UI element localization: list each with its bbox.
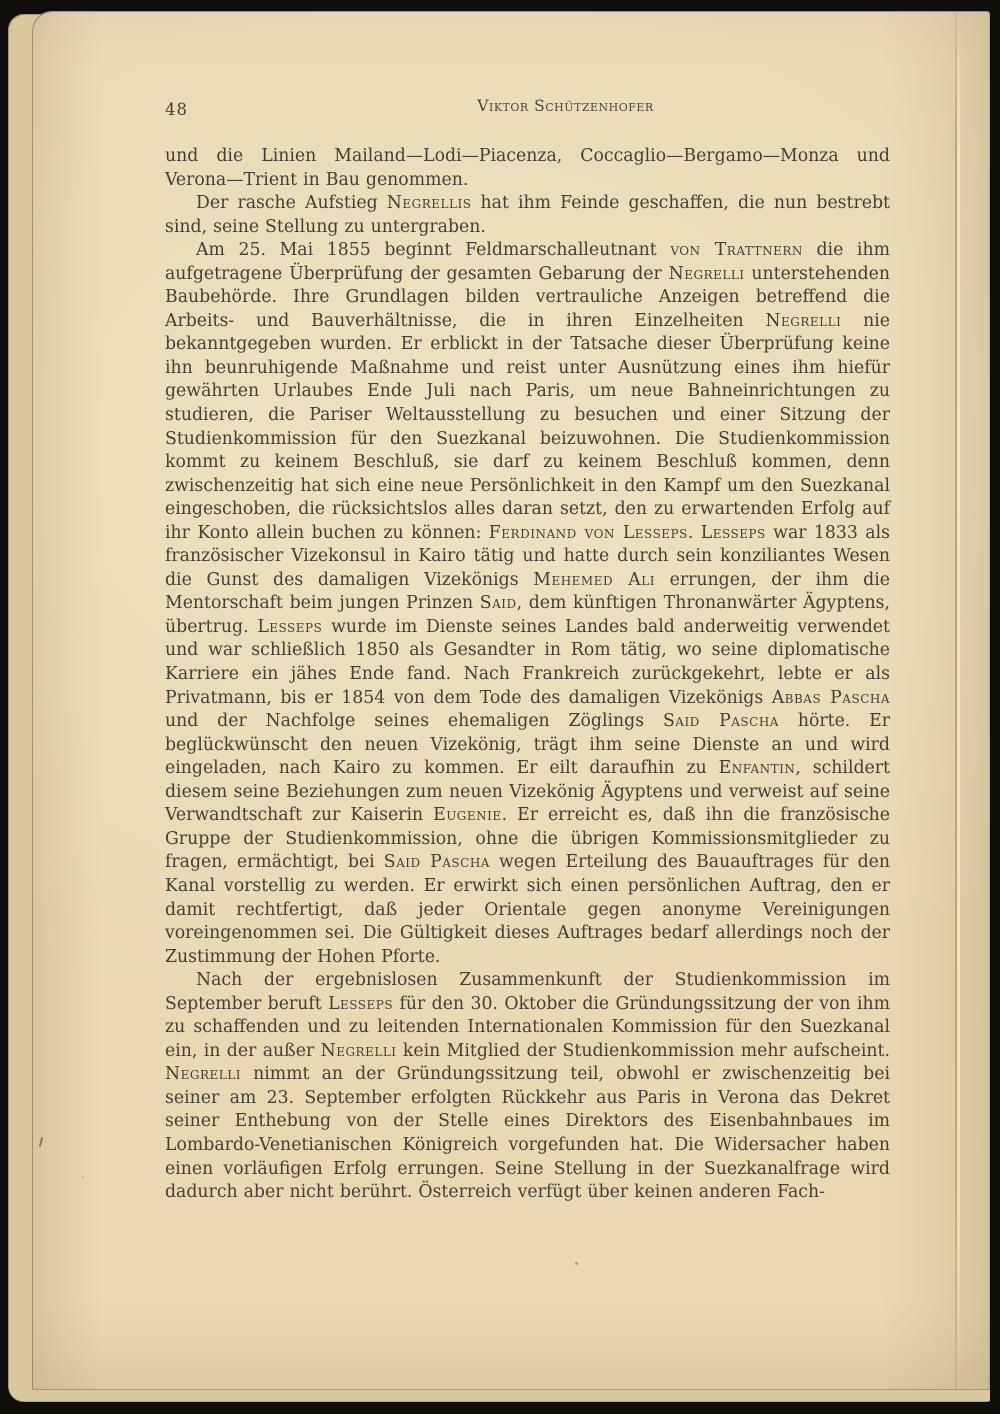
scan-speck	[575, 1262, 578, 1265]
person-name: Lesseps	[257, 616, 323, 637]
paragraph: Nach der ergebnislosen Zusammenkunft der Studienkommission im September beruft Lesseps für den 30. Oktober die Gründungssitzung der von ihm zu schaffenden und zu leitenden Internationalen Kommission für den Suezkanal ein, in der außer Negrelli kein Mitglied der Studienkommission mehr aufscheint. Negrelli nimmt an der Gründungssitzung teil, obwohl er zwischenzeitig bei seiner am 23. September erfolgten Rückkehr aus Paris in Verona das Dekret seiner Enthebung von der Stelle eines Direktors des Eisenbahnbaues im Lombardo-Venetianischen Königreich vorgefunden hat. Die Widersacher haben einen vorläufigen Erfolg errungen. Seine Stellung in der Suezkanalfrage wird dadurch aber nicht berührt. Österreich verfügt über keinen anderen Fach-	[165, 970, 890, 1203]
gutter-crease-highlight	[957, 11, 960, 1390]
scan-speck	[82, 1176, 84, 1178]
person-name: Eugenie	[433, 805, 502, 826]
body-text	[165, 145, 890, 1205]
paragraph: und die Linien Mailand—Lodi—Piacenza, Coccaglio—Bergamo—Monza und Verona—Trient in Bau genommen.	[165, 146, 890, 190]
person-name: Said	[479, 593, 517, 614]
person-name: Negrelli	[320, 1040, 397, 1061]
page-header	[165, 97, 890, 121]
person-name: Mehemed Ali	[533, 569, 655, 590]
person-name: Enfantin	[718, 758, 796, 779]
paragraph: Der rasche Aufstieg Negrellis hat ihm Feinde geschaffen, die nun bestrebt sind, seine Stellung zu untergraben.	[165, 193, 890, 237]
person-name: von Trattnern	[670, 240, 803, 261]
pen-mark	[39, 1137, 43, 1147]
scan-speck	[417, 243, 419, 246]
person-name: Ferdinand von Lesseps	[488, 522, 688, 543]
person-name: Lesseps	[328, 993, 394, 1014]
gutter-crease	[955, 11, 957, 1390]
person-name: Negrelli	[165, 1064, 241, 1085]
person-name: Said Pascha	[662, 711, 779, 732]
person-name: Lesseps	[700, 522, 766, 543]
running-header-title: Viktor Schützenhofer	[477, 97, 654, 115]
page-number: 48	[165, 100, 188, 119]
person-name: Negrelli	[765, 310, 842, 331]
text-block	[165, 97, 890, 1205]
person-name: Negrelli	[668, 263, 745, 284]
person-name: Negrellis	[386, 193, 472, 214]
person-name: Said Pascha	[383, 852, 490, 873]
book-page	[32, 11, 990, 1390]
paragraph: Am 25. Mai 1855 beginnt Feldmarschalleutnant von Trattnern die ihm aufgetragene Überprüfung der gesamten Gebarung der Negrelli unterstehenden Baubehörde. Ihre Grundlagen bilden vertrauliche Anzeigen betreffend die Arbeits- und Bauverhältnisse, die in ihren Einzelheiten Negrelli nie bekanntgegeben wurden. Er erblickt in der Tatsache dieser Überprüfung keine ihn beunruhigende Maßnahme und reist unter Ausnützung eines ihm hiefür gewährten Urlaubes Ende Juli nach Paris, um neue Bahneinrichtungen zu studieren, die Pariser Weltausstellung zu besuchen und einer Sitzung der Studienkommission für den Suezkanal beizuwohnen. Die Studienkommission kommt zu keinem Beschluß, sie darf zu keinem Beschluß kommen, denn zwischenzeitig hat sich eine neue Persönlichkeit in den Kampf um den Suezkanal eingeschoben, die rücksichtslos alles daran setzt, den zu erwartenden Erfolg auf ihr Konto allein buchen zu können: Ferdinand von Lesseps. Lesseps war 1833 als französischer Vizekonsul in Kairo tätig und hatte durch sein konziliantes Wesen die Gunst des damaligen Vizekönigs Mehemed Ali errungen, der ihm die Mentorschaft beim jungen Prinzen Said, dem künftigen Thronanwärter Ägyptens, übertrug. Lesseps wurde im Dienste seines Landes bald anderweitig verwendet und war schließlich 1850 als Gesandter in Rom tätig, wo seine diplomatische Karriere ein jähes Ende fand. Nach Frankreich zurückgekehrt, lebte er als Privatmann, bis er 1854 von dem Tode des damaligen Vizekönigs Abbas Pascha und der Nachfolge seines ehemaligen Zöglings Said Pascha hörte. Er beglückwünscht den neuen Vizekönig, trägt ihm seine Dienste an und wird eingeladen, nach Kairo zu kommen. Er eilt daraufhin zu Enfantin, schildert diesem seine Beziehungen zum neuen Vizekönig Ägyptens und verweist auf seine Verwandtschaft zur Kaiserin Eugenie. Er erreicht es, daß ihn die französische Gruppe der Studienkommission, ohne die übrigen Kommissionsmitglieder zu fragen, ermächtigt, bei Said Pascha wegen Erteilung des Bauauftrages für den Kanal vorstellig zu werden. Er erwirkt sich einen persönlichen Auftrag, den er damit rechtfertigt, daß jeder Orientale gegen anonyme Vereinigungen voreingenommen sei. Die Gültigkeit dieses Auftrages bedarf allerdings noch der Zustimmung der Hohen Pforte.	[165, 240, 891, 967]
person-name: Abbas Pascha	[771, 687, 891, 708]
